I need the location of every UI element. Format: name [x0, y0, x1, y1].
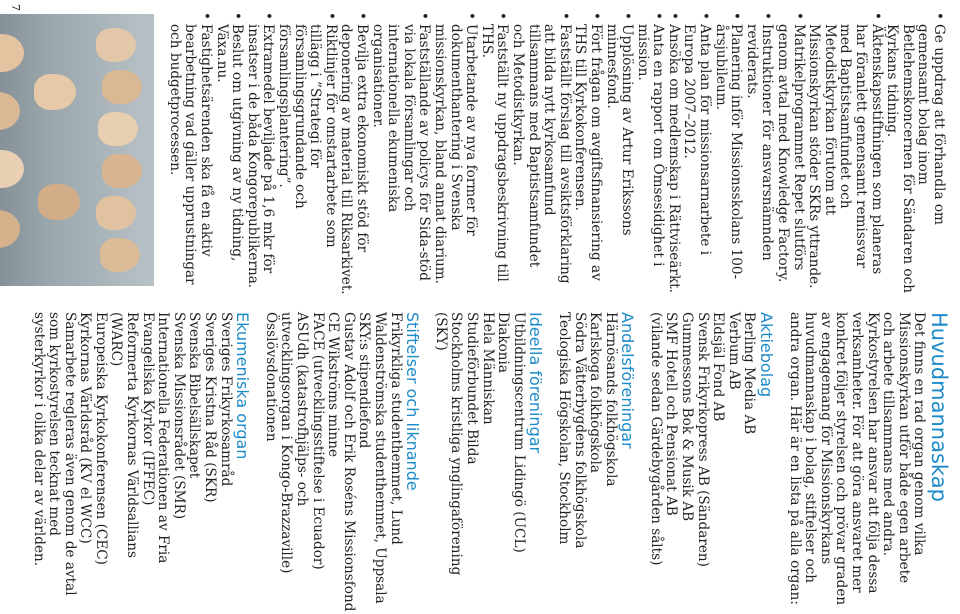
organ-item: Verbum AB: [725, 312, 742, 390]
organ-item: Diakonia: [495, 312, 512, 373]
organ-item: Kyrkornas Världsråd (KV el WCC): [77, 312, 94, 544]
organ-item: Studieförbundet Bilda: [463, 312, 480, 465]
left-column: [0, 12, 946, 295]
organ-sections: [30, 312, 777, 612]
photo-person: [0, 210, 20, 248]
photo-person: [98, 112, 138, 146]
organ-item: Sveriges Frikyrkosamråd: [217, 312, 234, 487]
photo-person: [96, 28, 136, 62]
organ-item: Stockholms kristliga ynglingaförening (SKY): [432, 312, 465, 576]
organ-item: Södra Vätterbygdens folkhögskola: [571, 312, 588, 549]
organ-item: Reformerta Kyrkornas Världsallians (WARC): [108, 312, 141, 559]
decision-bullet: • Planering inför Missionsskolans 100-årsjubileum.: [712, 12, 743, 295]
decision-bullet: • Äktenskapsstiftningen som planeras har föranlett gemensamt remissvar med Baptistsamfundet och Metodistkyrkan förutom att Missionskyrkan stöder SKRs yttrande.: [806, 12, 884, 295]
section-heading: Ideella föreningar: [526, 312, 546, 454]
decision-bullet: • Anta plan för missionsarnarbete i Europa 2007–2012.: [681, 12, 712, 295]
main-heading: Huvudmannaskap: [927, 312, 951, 502]
organ-item: Össlövsdonationen: [262, 312, 279, 442]
organ-item: SKY:s stipendiefond: [356, 312, 373, 449]
photo-person: [38, 184, 80, 220]
organ-item: Svenska Bibelsällskapet: [186, 312, 203, 479]
decision-bullet: • Fört frågan om avgiftsfinansiering av THS till Kyrkokonferensen.: [572, 12, 603, 295]
photo-person: [0, 150, 24, 188]
photo-person: [100, 238, 140, 272]
decision-bullet: • Riktlinjer för omstartarbete som tillägg i ”Strategi för församlingsgrundande och församlingsplantering”.: [275, 12, 337, 295]
organ-item: Svensk Frikyrkopress AB (Sändaren): [694, 312, 711, 567]
decision-bullet: • Utarbetande av nya former för dokumenthantering i Svenska missionskyrkan, bland annat diarium.: [431, 12, 478, 295]
decision-bullet: • Anta en rapport om Ömsesidighet i mission.: [634, 12, 665, 295]
decision-bullet: • Extramedel beviljade på 1,6 mkr för insatser i de båda Kongorepublikerna.: [244, 12, 275, 295]
photo-person: [0, 92, 20, 130]
decision-bullet: • Upplösning av Artur Erikssons minnesfond.: [603, 12, 634, 295]
photo-person: [0, 34, 24, 72]
section-heading: Aktiebolag: [757, 312, 777, 398]
organ-item: Samarbete regleras även genom de avtal som kyrkostyrelsen tecknat med systerkyrkor i olika delar av världen.: [30, 312, 78, 596]
decision-bullet: • Ansöka om medlemskap i Rättviseärkt.: [665, 12, 681, 295]
section-item-list: [555, 312, 617, 612]
organ-item: Frikyrkliga studenthemmet, Lund: [387, 312, 404, 545]
organ-item: Utbildningscentrum Lidingö (UCL): [510, 312, 527, 553]
decision-bullet: • Instruktioner för ansvarsnämnden reviderats.: [743, 12, 774, 295]
organ-item: Gustav Adolf och Erik Roséns Missionsfond: [340, 312, 357, 612]
organ-item: Härnösands folkhögskola: [602, 312, 619, 487]
decision-bullet: • Fastställt ny uppdragsbeskrivning till THS.: [478, 12, 509, 295]
organ-item: Waldenströmska studenthemmet, Uppsala: [372, 312, 388, 604]
organ-item: Internationella Federationen av Fria Evangeliska Kyrkor (IFFEC): [139, 312, 172, 564]
organ-item: Europeiska Kyrkokonferensen (CEC): [92, 312, 109, 565]
organ-item: Eldsjäl Fond AB: [710, 312, 727, 422]
intro-paragraph: Det finns en rad organ genom vilka Missionskyrkan utför både egen arbete och arbete tillsammans med andra. Kyrkostyrelsen har ansvar att följa dessa verksamheter. För att göra ansvaret mer konkret följer styrelsen och prövar graden av engagemang för Missionskyrkans huvudmannaskap i bolag, stiftelser och andra organ. Här är en lista på alla organ:: [786, 312, 928, 606]
organ-item: (vilande sedan Gärdebygården sålts): [647, 312, 664, 566]
photo-person: [34, 74, 76, 110]
section-item-list: [432, 312, 526, 612]
organ-item: SMF Hotell och Pensionat AB: [663, 312, 680, 516]
page-number: 7: [9, 4, 22, 11]
organ-item: Karlskoga folkhögskola: [587, 312, 604, 473]
photo-person: [102, 154, 142, 188]
right-column: [30, 312, 951, 612]
section-item-list: [647, 312, 756, 612]
section-heading: Stiftelser och liknande: [403, 312, 423, 491]
decision-bullet: • Fastställande av policys för Sida-stöd via lokala församlingar och internationella ekumeniska organisationer.: [369, 12, 431, 295]
photo-person: [102, 70, 142, 104]
section-item-list: [262, 312, 402, 612]
organ-item: FACE (utvecklingsstiftelse i Ecuador): [309, 312, 326, 570]
organ-item: Sveriges Kristna Råd (SKR): [202, 312, 219, 503]
organ-item: Gummessons Bok & Musik AB: [679, 312, 696, 522]
organ-item: Berling Media AB: [741, 312, 758, 435]
decision-bullet: • Beslut om utgivning av ny tidning, Växa.nu.: [213, 12, 244, 295]
decision-bullet: • Bevilja extra ekonomiskt stöd för deponering av material till Riksarkivet.: [338, 12, 369, 295]
decision-bullet: • Ge uppdrag att förhandla om gemensamt bolag inom Betlehemskoncernen för Sändaren och Kyrkans tidning.: [884, 12, 946, 295]
organ-item: Teologiska Högskolan, Stockholm: [555, 312, 572, 545]
organ-item: CE Wikströms minne: [325, 312, 342, 458]
organ-item: Svenska Missionsrådet (SMR): [170, 312, 187, 520]
decision-bullet-list: [166, 12, 946, 295]
section-heading: Ekumeniska organ: [233, 312, 253, 460]
section-heading: Andelsföreningar: [618, 312, 638, 449]
organ-item: ASUdh (katastrofhjälps- och utvecklingsorgan i Kongo-Brazzaville): [278, 312, 311, 574]
decision-bullet: • Fastställt förslag till avsiktsförklaring att bilda nytt kyrkosamfund tillsammans med Baptistsamfundet och Metodistkyrkan.: [509, 12, 571, 295]
organ-item: Hela Människan: [479, 312, 496, 425]
decision-bullet: • Matrikelprogrammet Repet slutförs genom avtal med Knowledge Factory.: [774, 12, 805, 295]
section-item-list: [30, 312, 233, 612]
decision-bullet: • Fastighetsärenden ska få en aktiv bearbetning vad gäller upprustningar och budgetprocessen.: [166, 12, 213, 295]
photo-person: [96, 196, 136, 230]
board-group-photo: [0, 14, 154, 286]
